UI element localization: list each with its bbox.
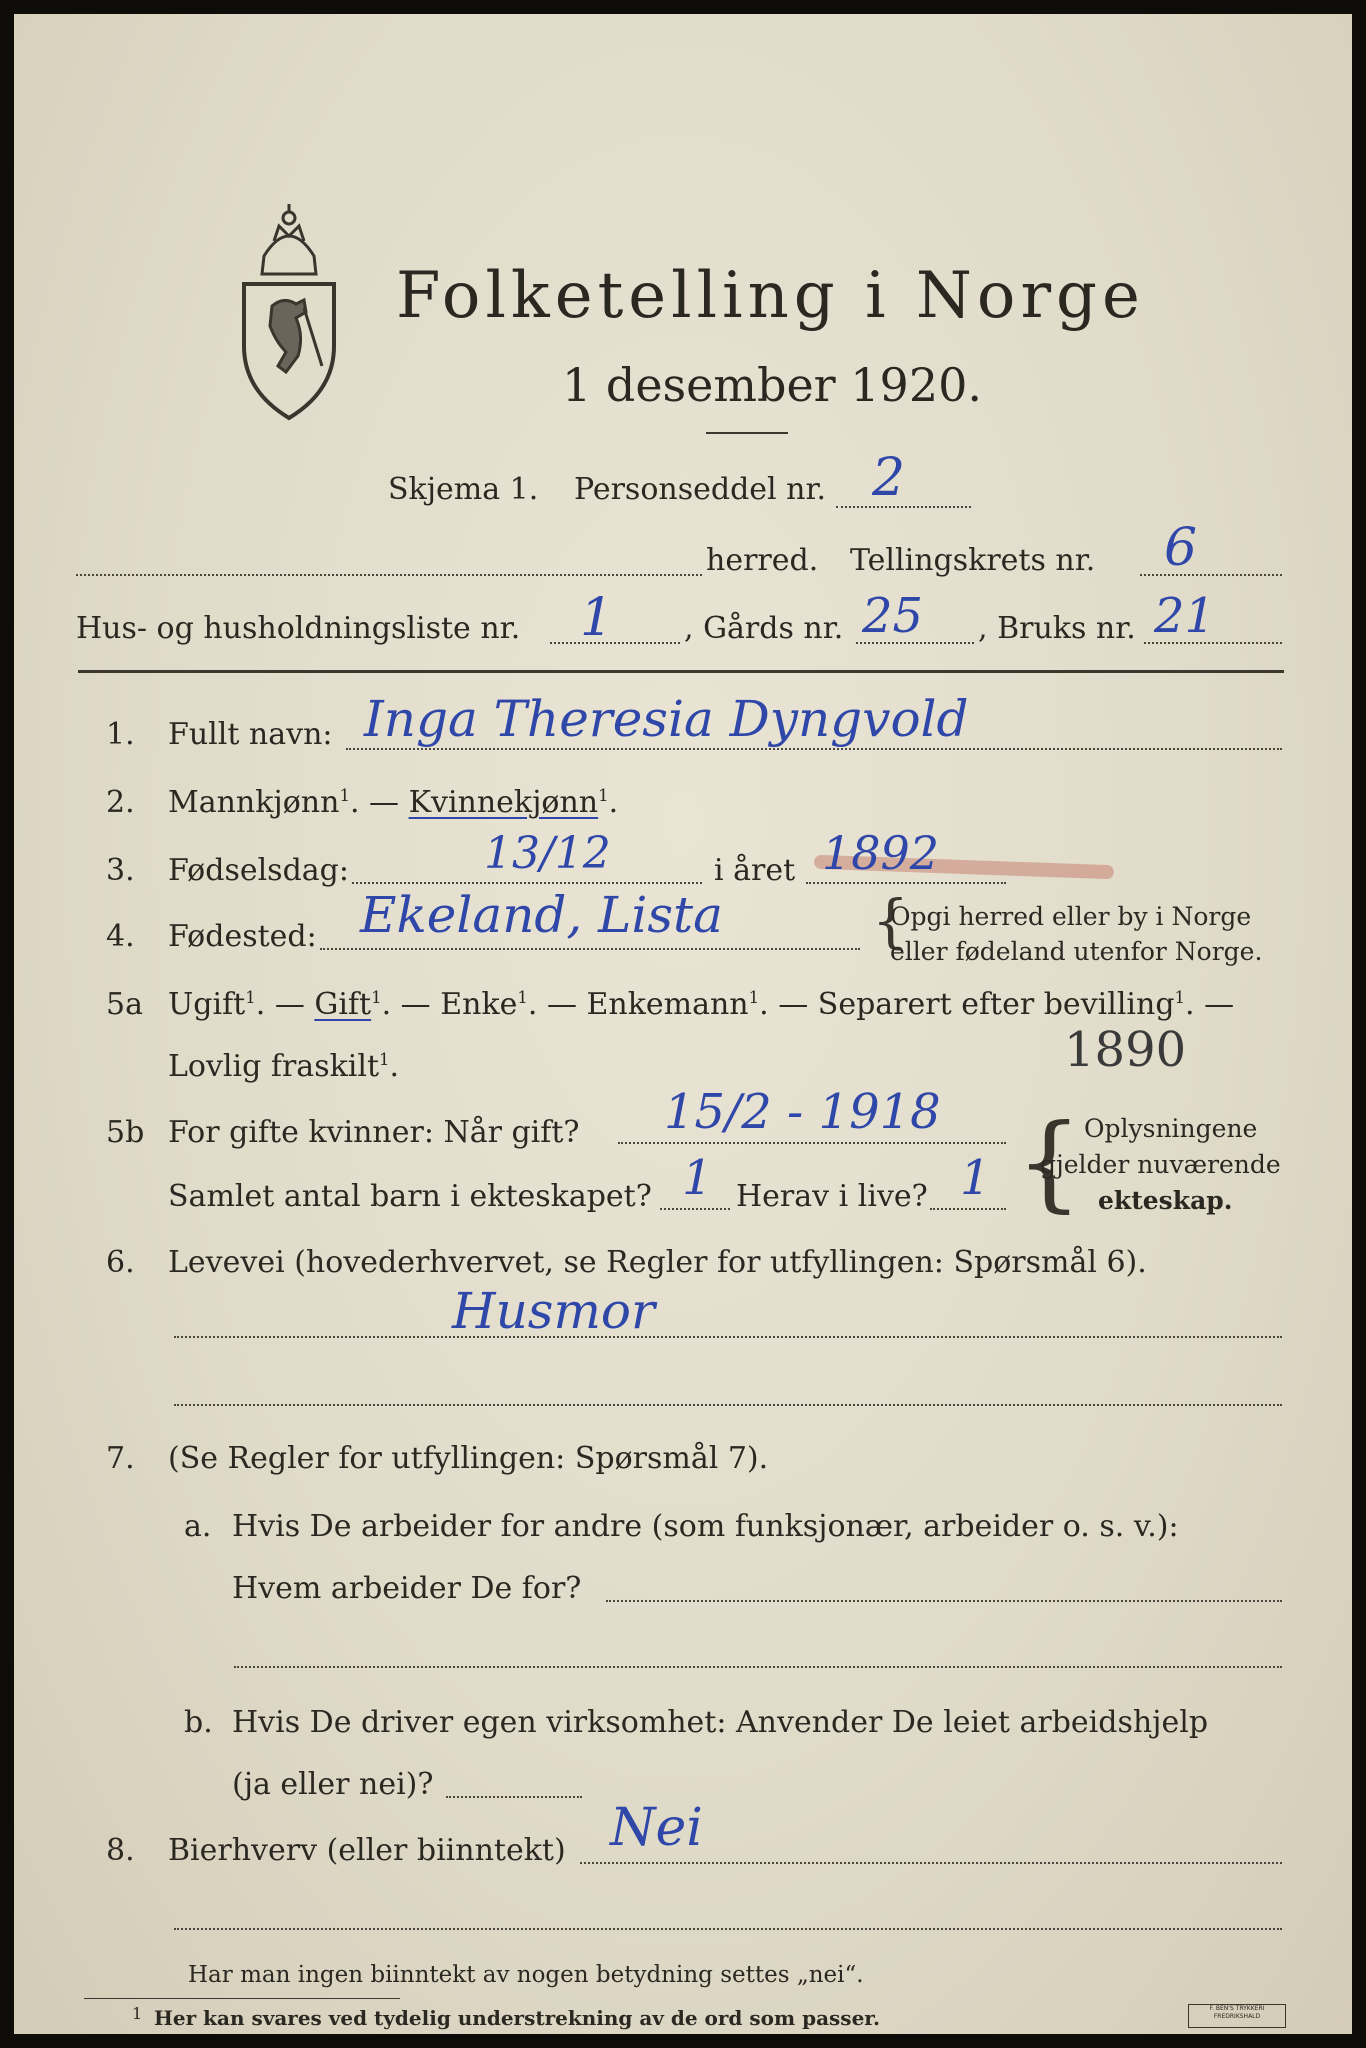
printer-stamp: F. BEN'S TRYKKERI FREDRIKSHALD: [1188, 2004, 1286, 2028]
side-income-value[interactable]: Nei: [610, 1798, 703, 1858]
q7b-letter: b.: [184, 1705, 213, 1740]
personseddel-label: Personseddel nr.: [574, 472, 827, 507]
q4-brace: {: [872, 887, 909, 955]
q7-number: 7.: [106, 1441, 135, 1476]
form-title: Folketelling i Norge: [396, 259, 1145, 333]
q7a-line-answer1[interactable]: [606, 1600, 1282, 1602]
q8-label: Bierhverv (eller biinntekt): [168, 1833, 566, 1868]
q8-line1: [580, 1862, 1282, 1864]
ugift-option[interactable]: Ugift: [168, 987, 246, 1022]
title-divider: [706, 432, 788, 434]
q5a-fraskilt: Lovlig fraskilt$^1$.: [168, 1049, 400, 1084]
q5b-gift-line: [618, 1142, 1006, 1144]
q8-line2: [174, 1928, 1282, 1930]
q7-label: (Se Regler for utfyllingen: Spørsmål 7).: [168, 1441, 769, 1476]
q5a-number: 5a: [106, 987, 143, 1022]
q5b-brace: {: [1016, 1101, 1083, 1223]
q5b-note-line2: gjelder nuværende: [1040, 1150, 1281, 1179]
q5b-ilive-line: [930, 1208, 1006, 1210]
herred-line: [76, 574, 702, 576]
q7b-line1: Hvis De driver egen virksomhet: Anvender De leiet arbeidshjelp: [232, 1705, 1209, 1740]
q6-line1: [174, 1336, 1282, 1338]
form-date: 1 desember 1920.: [562, 358, 982, 412]
gards-label: , Gårds nr.: [684, 611, 844, 646]
q5a-pencil-annotation: 1890: [1064, 1022, 1187, 1078]
herred-label: herred.: [706, 543, 819, 578]
q5b-barn-label: Samlet antal barn i ekteskapet?: [168, 1179, 652, 1214]
q5b-note-line1: Oplysningene: [1084, 1114, 1258, 1143]
q2-number: 2.: [106, 785, 135, 820]
separert-option[interactable]: Separert efter bevilling: [817, 987, 1175, 1022]
bruks-value[interactable]: 21: [1154, 588, 1216, 644]
q2-options: Mannkjønn$^1$. — Kvinnekjønn$^1$.: [168, 785, 619, 820]
occupation-value[interactable]: Husmor: [452, 1282, 655, 1340]
birthday-value[interactable]: 13/12: [484, 828, 611, 879]
q3-number: 3.: [106, 853, 135, 888]
children-total-value[interactable]: 1: [682, 1150, 713, 1206]
footnote-text: Her kan svares ved tydelig understrekning av de ord som passer.: [154, 2006, 880, 2030]
marriage-date-value[interactable]: 15/2 - 1918: [664, 1084, 941, 1140]
tellingskrets-line: [1140, 574, 1282, 576]
children-alive-value[interactable]: 1: [960, 1150, 991, 1206]
footer-note: Har man ingen biinntekt av nogen betydning settes „nei“.: [188, 1962, 864, 1988]
bruks-label: , Bruks nr.: [978, 611, 1136, 646]
q1-number: 1.: [106, 717, 135, 752]
fraskilt-option[interactable]: Lovlig fraskilt: [168, 1049, 380, 1084]
q5b-barn-line: [660, 1208, 730, 1210]
q6-number: 6.: [106, 1245, 135, 1280]
q7a-letter: a.: [184, 1509, 212, 1544]
norwegian-lion-coat-of-arms-icon: [224, 196, 354, 426]
tellingskrets-value[interactable]: 6: [1164, 518, 1198, 578]
q7b-line-answer[interactable]: [446, 1796, 582, 1798]
enkemann-option[interactable]: Enkemann: [586, 987, 749, 1022]
enke-option[interactable]: Enke: [440, 987, 518, 1022]
q5b-ilive-label: Herav i live?: [736, 1179, 928, 1214]
full-name-value[interactable]: Inga Theresia Dyngvold: [364, 690, 969, 748]
birth-year-value[interactable]: 1892: [822, 826, 940, 880]
gards-value[interactable]: 25: [862, 588, 924, 644]
q7b-line2: (ja eller nei)?: [232, 1767, 434, 1802]
q1-label: Fullt navn:: [168, 717, 333, 752]
mannkjonn-option[interactable]: Mannkjønn: [168, 785, 340, 820]
hus-label: Hus- og husholdningsliste nr.: [76, 611, 521, 646]
q7a-line-answer2[interactable]: [234, 1666, 1282, 1668]
footnote-mark: 1: [132, 2004, 143, 2023]
q4-note-line2: eller fødeland utenfor Norge.: [890, 937, 1263, 966]
q4-number: 4.: [106, 919, 135, 954]
q6-label: Levevei (hovederhvervet, se Regler for utfyllingen: Spørsmål 6).: [168, 1245, 1147, 1280]
q5b-number: 5b: [106, 1115, 145, 1150]
q1-line: [346, 748, 1282, 750]
q7a-line2: Hvem arbeider De for?: [232, 1571, 582, 1606]
kvinnekjonn-option[interactable]: Kvinnekjønn: [408, 785, 599, 820]
q4-label: Fødested:: [168, 919, 317, 954]
footnote-rule: [84, 1998, 400, 1999]
gift-option[interactable]: Gift: [314, 987, 372, 1022]
hus-value[interactable]: 1: [580, 588, 614, 648]
q3-year-label: i året: [714, 853, 796, 888]
q5b-note-line3: ekteskap.: [1098, 1186, 1233, 1215]
q5a-options: Ugift$^1$. — Gift$^1$. — Enke$^1$. — Enkemann$^1$. — Separert efter bevilling$^1$. —: [168, 987, 1235, 1022]
hus-line: [550, 642, 680, 644]
header-separator: [78, 670, 1284, 673]
q6-line2: [174, 1404, 1282, 1406]
q4-line: [320, 948, 860, 950]
personseddel-value[interactable]: 2: [872, 448, 906, 508]
q3-year-line: [806, 882, 1006, 884]
q7a-line1: Hvis De arbeider for andre (som funksjonær, arbeider o. s. v.):: [232, 1509, 1179, 1544]
tellingskrets-label: Tellingskrets nr.: [850, 543, 1096, 578]
q8-number: 8.: [106, 1833, 135, 1868]
census-form-page: [14, 14, 1352, 2034]
q3-day-line: [352, 882, 702, 884]
skjema-label: Skjema 1.: [388, 472, 539, 507]
q5b-label: For gifte kvinner: Når gift?: [168, 1115, 580, 1150]
q4-note-line1: Opgi herred eller by i Norge: [890, 902, 1252, 931]
q3-label: Fødselsdag:: [168, 853, 349, 888]
birthplace-value[interactable]: Ekeland, Lista: [360, 886, 723, 944]
